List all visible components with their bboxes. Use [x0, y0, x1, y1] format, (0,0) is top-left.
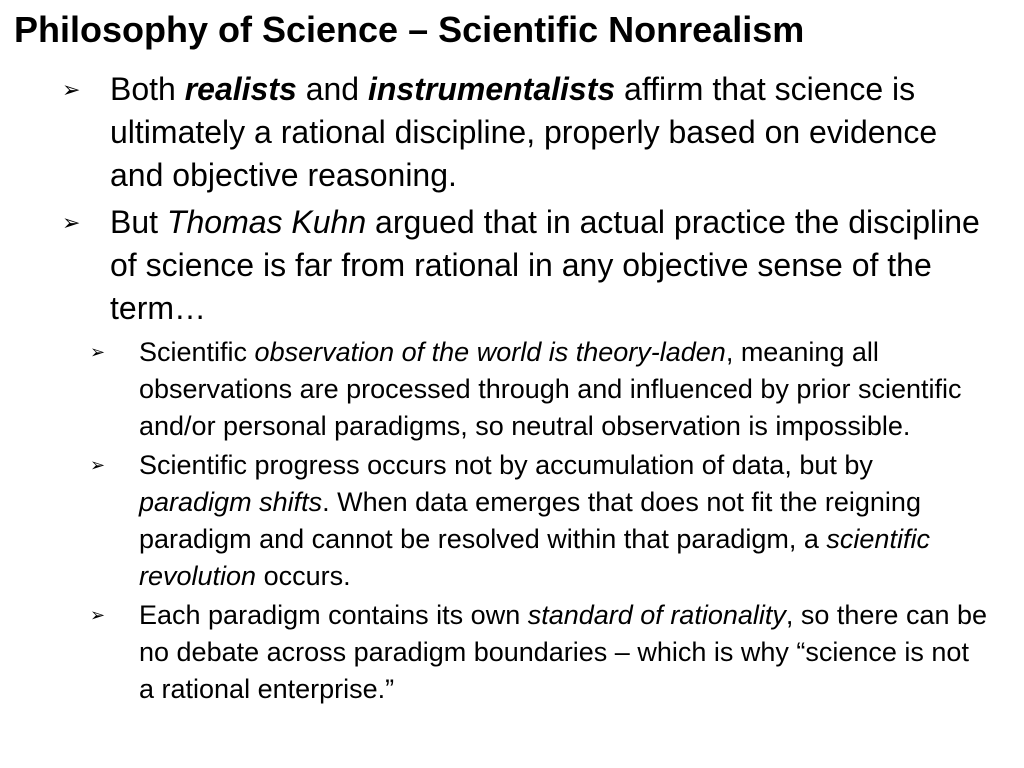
bullet-text: Both	[110, 71, 185, 107]
subbullet-text: Scientific	[139, 337, 255, 367]
subbullet-emphasis: standard of rationality	[527, 600, 786, 630]
arrow-bullet-icon: ➢	[62, 77, 81, 102]
arrow-bullet-icon: ➢	[90, 605, 106, 625]
subbullet-emphasis: scientific revolution	[139, 524, 930, 591]
slide-title: Philosophy of Science – Scientific Nonrealism	[14, 9, 805, 50]
subbullet-item	[0, 447, 1024, 595]
arrow-bullet-icon: ➢	[62, 210, 81, 235]
bullet-emphasis: Thomas Kuhn	[166, 204, 367, 240]
subbullet-text: Scientific progress occurs not by accumulation of data, but by	[139, 450, 873, 480]
bullet-text: and	[296, 71, 368, 107]
bullet-emphasis: realists	[184, 71, 297, 107]
subbullet-item	[0, 334, 1024, 445]
bullet-text: affirm that science is ultimately a rational discipline, properly based on evidence and objective reasoning.	[110, 71, 938, 193]
subbullet-emphasis: paradigm shifts	[139, 487, 323, 517]
bullet-emphasis: instrumentalists	[367, 71, 616, 107]
bullet-item	[0, 68, 1024, 197]
subbullet-text: Each paradigm contains its own	[139, 600, 528, 630]
bullet-item	[0, 201, 1024, 330]
subbullet-text: , so there can be no debate across paradigm boundaries – which is why “science is not a rational enterprise.”	[139, 600, 988, 704]
subbullet-item	[0, 597, 1024, 708]
subbullet-text: , meaning all observations are processed through and influenced by prior scientific and/or personal paradigms, so neutral observation is impossible.	[139, 337, 962, 441]
arrow-bullet-icon: ➢	[90, 342, 106, 362]
bullet-text: But	[110, 204, 167, 240]
subbullet-text: occurs.	[256, 561, 351, 591]
bullet-text: argued that in actual practice the discipline of science is far from rational in any objective sense of the term…	[110, 204, 980, 326]
subbullet-emphasis: observation of the world is theory-laden	[254, 337, 726, 367]
arrow-bullet-icon: ➢	[90, 455, 106, 475]
subbullet-text: . When data emerges that does not fit the reigning paradigm and cannot be resolved within that paradigm, a	[139, 487, 921, 554]
bullet-list	[0, 68, 1024, 710]
